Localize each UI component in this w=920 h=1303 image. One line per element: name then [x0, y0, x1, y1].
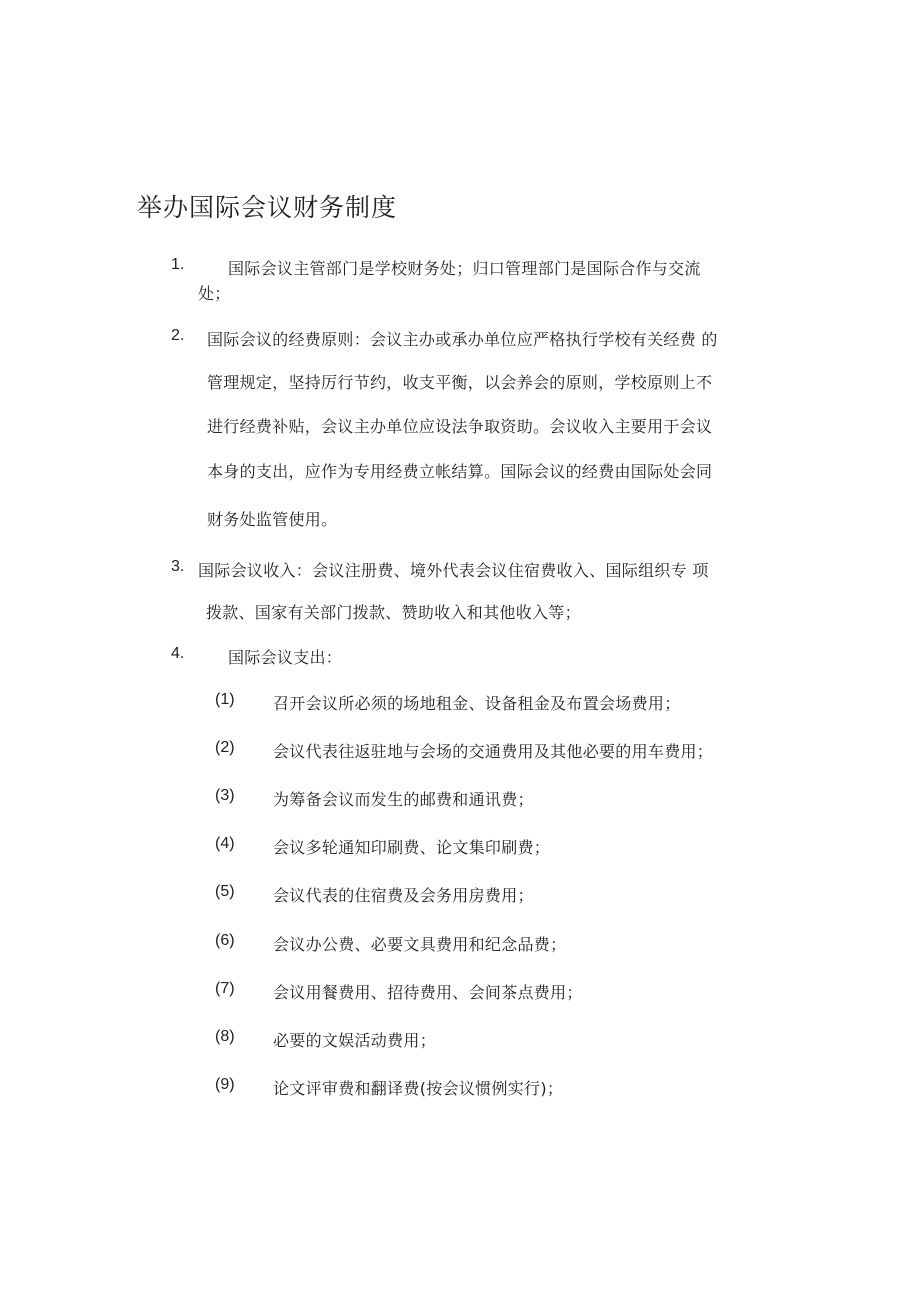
sub-item-number: (1)	[215, 691, 235, 708]
sub-item-text: 会议代表的住宿费及会务用房费用；	[273, 886, 534, 905]
sub-item-text: 会议办公费、必要文具费用和纪念品费；	[273, 935, 567, 954]
item-text-line: 处；	[198, 284, 231, 303]
sub-item-number: (7)	[215, 980, 235, 997]
item-number: 3.	[171, 558, 185, 575]
sub-item-number: (8)	[215, 1028, 235, 1045]
item-number: 4.	[171, 645, 185, 662]
sub-item-number: (4)	[215, 835, 235, 852]
sub-item-text: 论文评审费和翻译费(按会议惯例实行)；	[273, 1079, 564, 1098]
sub-item-number: (3)	[215, 787, 235, 804]
sub-item-text: 会议多轮通知印刷费、论文集印刷费；	[273, 838, 551, 857]
sub-item-number: (2)	[215, 739, 235, 756]
item-text-line: 国际会议支出：	[228, 648, 343, 667]
item-number: 2.	[171, 327, 185, 344]
sub-item-text: 会议用餐费用、招待费用、会间茶点费用；	[273, 983, 583, 1002]
item-text-line: 国际会议收入：会议注册费、境外代表会议住宿费收入、国际组织专 项	[198, 561, 709, 580]
item-text-line: 进行经费补贴，会议主办单位应设法争取资助。会议收入主要用于会议	[207, 417, 713, 436]
item-text-line: 国际会议主管部门是学校财务处；归口管理部门是国际合作与交流	[228, 259, 701, 278]
item-text-line: 管理规定，坚持厉行节约，收支平衡，以会养会的原则，学校原则上不	[207, 373, 713, 392]
item-text-line: 财务处监管使用。	[207, 510, 338, 529]
sub-item-number: (5)	[215, 883, 235, 900]
item-text-line: 国际会议的经费原则：会议主办或承办单位应严格执行学校有关经费 的	[207, 330, 718, 349]
item-text-line: 本身的支出，应作为专用经费立帐结算。国际会议的经费由国际处会同	[207, 462, 713, 481]
sub-item-number: (6)	[215, 932, 235, 949]
sub-item-number: (9)	[215, 1076, 235, 1093]
document-title: 举办国际会议财务制度	[137, 193, 398, 222]
sub-item-text: 必要的文娱活动费用；	[273, 1031, 437, 1050]
sub-item-text: 召开会议所必须的场地租金、设备租金及布置会场费用；	[273, 694, 681, 713]
sub-item-text: 为筹备会议而发生的邮费和通讯费；	[273, 790, 534, 809]
item-number: 1.	[171, 256, 185, 273]
sub-item-text: 会议代表往返驻地与会场的交通费用及其他必要的用车费用；	[273, 742, 714, 761]
item-text-line: 拨款、国家有关部门拨款、赞助收入和其他收入等；	[206, 603, 581, 622]
